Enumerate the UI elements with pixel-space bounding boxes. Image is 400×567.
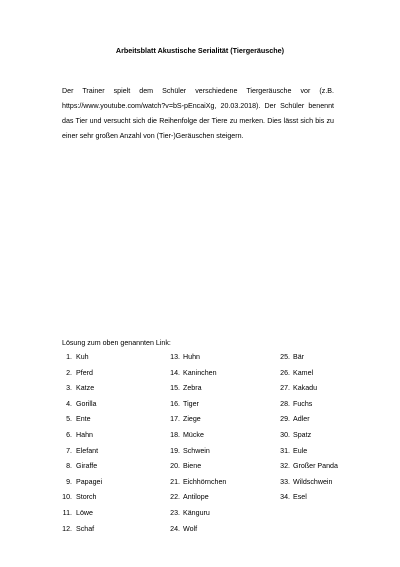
- list-item-number: 4.: [66, 399, 72, 408]
- list-item-number: 22.: [170, 493, 180, 502]
- list-item-animal: Esel: [293, 493, 307, 502]
- list-item-animal: Löwe: [76, 508, 93, 517]
- list-item-animal: Großer Panda: [293, 462, 338, 471]
- list-item-number: 10.: [62, 493, 72, 502]
- list-item-number: 7.: [66, 446, 72, 455]
- list-item-number: 2.: [66, 368, 72, 377]
- list-item-number: 32.: [280, 462, 290, 471]
- list-item-number: 25.: [280, 353, 290, 361]
- list-item-number: 3.: [66, 384, 72, 393]
- list-item-number: 6.: [66, 430, 72, 439]
- list-item-animal: Giraffe: [76, 462, 98, 471]
- list-item-animal: Ente: [76, 415, 91, 424]
- list-item-number: 17.: [170, 415, 180, 424]
- list-item-number: 19.: [170, 446, 180, 455]
- list-item-number: 29.: [280, 415, 290, 424]
- list-item-number: 33.: [280, 477, 290, 486]
- list-item-number: 12.: [62, 524, 72, 533]
- list-item-number: 28.: [280, 399, 290, 408]
- list-item-animal: Antilope: [183, 493, 209, 502]
- list-item-animal: Hahn: [76, 430, 93, 439]
- list-item-animal: Wolf: [183, 524, 198, 533]
- list-item-animal: Elefant: [76, 446, 99, 455]
- list-item-number: 20.: [170, 462, 180, 471]
- list-item-animal: Kaninchen: [183, 368, 217, 377]
- page-title: Arbeitsblatt Akustische Serialität (Tiergeräusche): [115, 46, 285, 55]
- list-item-number: 13.: [170, 353, 180, 361]
- list-item-number: 24.: [170, 524, 180, 533]
- list-item-animal: Storch: [76, 493, 97, 502]
- list-item-number: 30.: [280, 430, 290, 439]
- list-item-number: 31.: [280, 446, 290, 455]
- list-item-number: 18.: [170, 430, 180, 439]
- list-item-number: 16.: [170, 399, 180, 408]
- list-item-number: 15.: [170, 384, 180, 393]
- list-item-animal: Huhn: [183, 353, 200, 361]
- list-item-number: 11.: [62, 508, 72, 517]
- list-item-animal: Wildschwein: [293, 477, 333, 486]
- list-item-animal: Mücke: [183, 430, 204, 439]
- list-item-number: 23.: [170, 508, 180, 517]
- list-item-animal: Kamel: [293, 368, 314, 377]
- list-item-animal: Kuh: [76, 353, 89, 361]
- list-item-animal: Schaf: [76, 524, 95, 533]
- list-item-animal: Spatz: [293, 430, 312, 439]
- list-item-number: 5.: [66, 415, 72, 424]
- list-item-animal: Eule: [293, 446, 308, 455]
- list-item-animal: Eichhörnchen: [183, 477, 227, 486]
- list-item-animal: Zebra: [183, 384, 202, 393]
- list-item-animal: Fuchs: [293, 399, 313, 408]
- list-item-animal: Papagei: [76, 477, 103, 486]
- list-item-number: 21.: [170, 477, 180, 486]
- list-item-animal: Bär: [293, 353, 305, 361]
- list-item-animal: Schwein: [183, 446, 210, 455]
- list-item-animal: Gorilla: [76, 399, 97, 408]
- solution-heading: Lösung zum oben genannten Link:: [62, 339, 171, 347]
- list-item-animal: Katze: [76, 384, 95, 393]
- list-item-number: 26.: [280, 368, 290, 377]
- list-item-number: 27.: [280, 384, 290, 393]
- list-item-animal: Tiger: [183, 399, 199, 408]
- list-item-animal: Adler: [293, 415, 310, 424]
- list-item-number: 14.: [170, 368, 180, 377]
- list-item-animal: Ziege: [183, 415, 201, 424]
- list-item-number: 9.: [66, 477, 72, 486]
- list-item-number: 34.: [280, 493, 290, 502]
- list-item-animal: Känguru: [183, 508, 210, 517]
- list-item-number: 8.: [66, 462, 72, 471]
- list-item-animal: Kakadu: [293, 384, 318, 393]
- list-item-animal: Pferd: [76, 368, 93, 377]
- list-item-animal: Biene: [183, 462, 202, 471]
- list-item-number: 1.: [66, 353, 72, 361]
- intro-paragraph: Der Trainer spielt dem Schüler verschiedene Tiergeräusche vor (z.B. https://www.youtube.com/watch?v=bS-pEncaiXg, 20.03.2018). Der Schüler benennt das Tier und versucht sich die Reihenfolge der Tiere zu merken. Dies lässt sich bis zu einer sehr großen Anzahl von (Tier-)Geräuschen steigern.: [62, 87, 334, 140]
